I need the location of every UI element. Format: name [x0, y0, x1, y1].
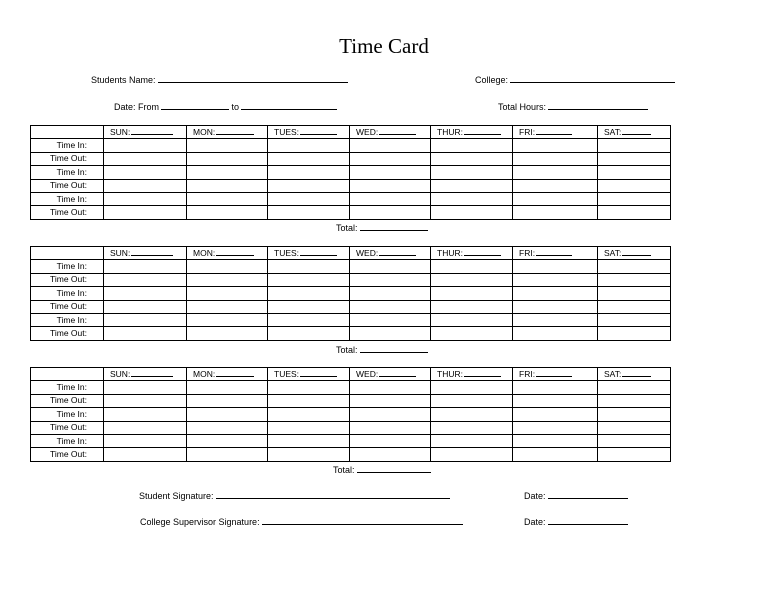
time-entry-cell[interactable]: [513, 273, 598, 286]
row-label: Time In:: [31, 434, 104, 447]
day-date-line[interactable]: [464, 126, 501, 135]
day-label: SAT:: [604, 369, 622, 380]
time-entry-cell[interactable]: [431, 448, 513, 461]
time-entry-cell[interactable]: [431, 273, 513, 286]
day-header[interactable]: [104, 247, 187, 260]
day-label: WED:: [356, 369, 379, 380]
row-label: Time In:: [31, 381, 104, 394]
time-entry-cell[interactable]: [104, 260, 187, 273]
time-entry-cell[interactable]: [187, 166, 268, 179]
time-entry-cell[interactable]: [104, 287, 187, 300]
student-name-field[interactable]: [91, 73, 348, 85]
time-entry-cell[interactable]: [350, 273, 431, 286]
time-entry-cell[interactable]: [187, 408, 268, 421]
time-entry-cell[interactable]: [598, 408, 671, 421]
day-label: TUES:: [274, 369, 300, 380]
day-header[interactable]: [187, 247, 268, 260]
time-entry-cell[interactable]: [431, 287, 513, 300]
time-entry-cell[interactable]: [268, 327, 350, 340]
day-label: SUN:: [110, 248, 131, 259]
date-to-label: to: [231, 102, 240, 112]
table-row: [31, 381, 671, 394]
time-entry-cell[interactable]: [268, 394, 350, 407]
row-label: Time Out:: [31, 206, 104, 219]
day-label: FRI:: [519, 248, 536, 259]
day-header[interactable]: [513, 368, 598, 381]
time-entry-cell[interactable]: [268, 139, 350, 152]
time-entry-cell[interactable]: [187, 394, 268, 407]
week-2-total[interactable]: [336, 343, 428, 355]
date-label: Date:: [524, 491, 546, 501]
table-row: [31, 448, 671, 461]
row-label: Time Out:: [31, 394, 104, 407]
time-entry-cell[interactable]: [350, 152, 431, 165]
time-entry-cell[interactable]: [268, 421, 350, 434]
day-label: THUR:: [437, 369, 463, 380]
time-entry-cell[interactable]: [187, 448, 268, 461]
time-entry-cell[interactable]: [350, 192, 431, 205]
table-row: [31, 192, 671, 205]
time-entry-cell[interactable]: [350, 313, 431, 326]
table-row: [31, 434, 671, 447]
date-line[interactable]: [548, 489, 628, 499]
time-entry-cell[interactable]: [187, 179, 268, 192]
time-entry-cell[interactable]: [513, 139, 598, 152]
table-row: [31, 260, 671, 273]
time-entry-cell[interactable]: [187, 327, 268, 340]
day-label: SAT:: [604, 248, 622, 259]
time-entry-cell[interactable]: [431, 192, 513, 205]
timecard-table-week-2: [30, 246, 671, 341]
time-entry-cell[interactable]: [513, 408, 598, 421]
time-entry-cell[interactable]: [431, 152, 513, 165]
day-date-line[interactable]: [379, 126, 416, 135]
corner-cell: [31, 247, 104, 260]
time-entry-cell[interactable]: [350, 421, 431, 434]
time-entry-cell[interactable]: [187, 192, 268, 205]
time-entry-cell[interactable]: [598, 152, 671, 165]
total-line[interactable]: [357, 463, 431, 473]
day-date-line[interactable]: [216, 368, 254, 377]
day-label: FRI:: [519, 369, 536, 380]
time-entry-cell[interactable]: [513, 421, 598, 434]
row-label: Time In:: [31, 166, 104, 179]
time-entry-cell[interactable]: [513, 394, 598, 407]
time-entry-cell[interactable]: [350, 408, 431, 421]
time-entry-cell[interactable]: [187, 287, 268, 300]
time-entry-cell[interactable]: [513, 192, 598, 205]
day-header[interactable]: [598, 126, 671, 139]
table-row: [31, 152, 671, 165]
time-entry-cell[interactable]: [350, 287, 431, 300]
time-entry-cell[interactable]: [268, 152, 350, 165]
time-entry-cell[interactable]: [187, 206, 268, 219]
time-entry-cell[interactable]: [104, 166, 187, 179]
time-entry-cell[interactable]: [513, 327, 598, 340]
day-header-row: [31, 247, 671, 260]
day-date-line[interactable]: [216, 126, 254, 135]
day-header[interactable]: [268, 126, 350, 139]
time-entry-cell[interactable]: [431, 408, 513, 421]
day-header[interactable]: [268, 247, 350, 260]
corner-cell: [31, 368, 104, 381]
day-date-line[interactable]: [622, 247, 651, 256]
time-entry-cell[interactable]: [598, 327, 671, 340]
row-label: Time Out:: [31, 152, 104, 165]
time-entry-cell[interactable]: [513, 448, 598, 461]
student-name-line[interactable]: [158, 73, 348, 83]
college-field[interactable]: [475, 73, 675, 85]
date-from-label: Date: From: [114, 102, 160, 112]
time-entry-cell[interactable]: [187, 300, 268, 313]
college-label: College:: [475, 75, 509, 85]
day-header[interactable]: [104, 126, 187, 139]
supervisor-signature-field[interactable]: [140, 515, 463, 527]
row-label: Time Out:: [31, 273, 104, 286]
date-from-line[interactable]: [161, 100, 229, 110]
day-header[interactable]: [598, 247, 671, 260]
week-1-total[interactable]: [336, 221, 428, 233]
time-entry-cell[interactable]: [350, 434, 431, 447]
row-label: Time In:: [31, 313, 104, 326]
day-date-line[interactable]: [464, 368, 501, 377]
college-line[interactable]: [510, 73, 675, 83]
time-entry-cell[interactable]: [431, 166, 513, 179]
row-label: Time In:: [31, 408, 104, 421]
time-entry-cell[interactable]: [350, 394, 431, 407]
day-label: WED:: [356, 248, 379, 259]
timecard-table-week-1: [30, 125, 671, 220]
time-entry-cell[interactable]: [268, 313, 350, 326]
day-date-line[interactable]: [622, 126, 651, 135]
time-entry-cell[interactable]: [431, 434, 513, 447]
row-label: Time Out:: [31, 179, 104, 192]
table-row: [31, 300, 671, 313]
time-entry-cell[interactable]: [513, 152, 598, 165]
time-entry-cell[interactable]: [431, 381, 513, 394]
time-entry-cell[interactable]: [268, 448, 350, 461]
table-row: [31, 327, 671, 340]
table-row: [31, 179, 671, 192]
day-label: MON:: [193, 127, 216, 138]
time-entry-cell[interactable]: [104, 327, 187, 340]
date-label: Date:: [524, 517, 546, 527]
day-header[interactable]: [513, 126, 598, 139]
time-entry-cell[interactable]: [350, 260, 431, 273]
time-entry-cell[interactable]: [104, 448, 187, 461]
time-entry-cell[interactable]: [431, 421, 513, 434]
time-entry-cell[interactable]: [268, 166, 350, 179]
day-label: THUR:: [437, 127, 463, 138]
time-entry-cell[interactable]: [598, 300, 671, 313]
time-entry-cell[interactable]: [268, 192, 350, 205]
time-entry-cell[interactable]: [598, 139, 671, 152]
time-entry-cell[interactable]: [187, 139, 268, 152]
day-header[interactable]: [268, 368, 350, 381]
time-entry-cell[interactable]: [187, 313, 268, 326]
time-entry-cell[interactable]: [187, 152, 268, 165]
day-label: SUN:: [110, 127, 131, 138]
day-date-line[interactable]: [131, 126, 173, 135]
time-entry-cell[interactable]: [104, 408, 187, 421]
day-date-line[interactable]: [379, 247, 416, 256]
day-header[interactable]: [350, 247, 431, 260]
day-label: SUN:: [110, 369, 131, 380]
row-label: Time In:: [31, 260, 104, 273]
corner-cell: [31, 126, 104, 139]
day-header[interactable]: [431, 247, 513, 260]
time-entry-cell[interactable]: [431, 313, 513, 326]
time-entry-cell[interactable]: [513, 300, 598, 313]
table-row: [31, 206, 671, 219]
time-entry-cell[interactable]: [268, 381, 350, 394]
supervisor-signature-line[interactable]: [262, 515, 463, 525]
row-label: Time Out:: [31, 421, 104, 434]
day-date-line[interactable]: [536, 126, 572, 135]
time-entry-cell[interactable]: [350, 139, 431, 152]
total-hours-field[interactable]: [498, 100, 648, 112]
day-header[interactable]: [187, 368, 268, 381]
day-header-row: [31, 126, 671, 139]
table-row: [31, 166, 671, 179]
time-entry-cell[interactable]: [513, 313, 598, 326]
time-entry-cell[interactable]: [431, 394, 513, 407]
table-row: [31, 139, 671, 152]
student-name-label: Students Name:: [91, 75, 156, 85]
day-header[interactable]: [187, 126, 268, 139]
total-hours-label: Total Hours:: [498, 102, 547, 112]
day-date-line[interactable]: [622, 368, 651, 377]
day-label: FRI:: [519, 127, 536, 138]
supervisor-signature-label: College Supervisor Signature:: [140, 517, 260, 527]
day-header[interactable]: [104, 368, 187, 381]
time-entry-cell[interactable]: [431, 139, 513, 152]
time-entry-cell[interactable]: [598, 394, 671, 407]
day-date-line[interactable]: [464, 247, 501, 256]
student-signature-label: Student Signature:: [139, 491, 214, 501]
time-entry-cell[interactable]: [598, 166, 671, 179]
time-entry-cell[interactable]: [513, 206, 598, 219]
time-entry-cell[interactable]: [268, 179, 350, 192]
time-entry-cell[interactable]: [104, 139, 187, 152]
time-entry-cell[interactable]: [104, 273, 187, 286]
day-date-line[interactable]: [300, 247, 337, 256]
time-entry-cell[interactable]: [598, 260, 671, 273]
time-entry-cell[interactable]: [104, 179, 187, 192]
student-signature-date-field[interactable]: [524, 489, 628, 501]
time-entry-cell[interactable]: [268, 434, 350, 447]
time-entry-cell[interactable]: [598, 313, 671, 326]
day-header-row: [31, 368, 671, 381]
day-header[interactable]: [350, 126, 431, 139]
time-entry-cell[interactable]: [268, 287, 350, 300]
row-label: Time In:: [31, 192, 104, 205]
time-entry-cell[interactable]: [268, 408, 350, 421]
time-entry-cell[interactable]: [350, 448, 431, 461]
time-entry-cell[interactable]: [104, 206, 187, 219]
day-label: MON:: [193, 248, 216, 259]
time-entry-cell[interactable]: [350, 206, 431, 219]
time-entry-cell[interactable]: [104, 300, 187, 313]
time-entry-cell[interactable]: [598, 273, 671, 286]
day-label: SAT:: [604, 127, 622, 138]
day-date-line[interactable]: [216, 247, 254, 256]
time-entry-cell[interactable]: [598, 381, 671, 394]
time-entry-cell[interactable]: [431, 179, 513, 192]
table-row: [31, 394, 671, 407]
day-header[interactable]: [350, 368, 431, 381]
total-label: Total:: [336, 345, 358, 355]
day-label: TUES:: [274, 127, 300, 138]
day-header[interactable]: [513, 247, 598, 260]
time-entry-cell[interactable]: [104, 381, 187, 394]
time-entry-cell[interactable]: [431, 260, 513, 273]
day-header[interactable]: [431, 126, 513, 139]
time-entry-cell[interactable]: [513, 287, 598, 300]
time-entry-cell[interactable]: [350, 166, 431, 179]
row-label: Time Out:: [31, 448, 104, 461]
table-row: [31, 408, 671, 421]
time-entry-cell[interactable]: [513, 434, 598, 447]
day-label: WED:: [356, 127, 379, 138]
time-entry-cell[interactable]: [104, 394, 187, 407]
day-header[interactable]: [598, 368, 671, 381]
table-row: [31, 313, 671, 326]
day-date-line[interactable]: [300, 126, 337, 135]
row-label: Time In:: [31, 287, 104, 300]
time-entry-cell[interactable]: [598, 434, 671, 447]
time-entry-cell[interactable]: [431, 206, 513, 219]
time-entry-cell[interactable]: [187, 273, 268, 286]
day-label: THUR:: [437, 248, 463, 259]
time-entry-cell[interactable]: [513, 381, 598, 394]
time-entry-cell[interactable]: [268, 206, 350, 219]
time-entry-cell[interactable]: [598, 287, 671, 300]
time-entry-cell[interactable]: [268, 300, 350, 313]
time-entry-cell[interactable]: [350, 179, 431, 192]
total-line[interactable]: [360, 221, 428, 231]
time-entry-cell[interactable]: [187, 421, 268, 434]
time-entry-cell[interactable]: [187, 434, 268, 447]
total-label: Total:: [333, 465, 355, 475]
time-entry-cell[interactable]: [598, 206, 671, 219]
student-signature-field[interactable]: [139, 489, 450, 501]
row-label: Time Out:: [31, 327, 104, 340]
row-label: Time Out:: [31, 300, 104, 313]
total-hours-line[interactable]: [548, 100, 648, 110]
table-row: [31, 421, 671, 434]
time-entry-cell[interactable]: [104, 313, 187, 326]
date-range-field[interactable]: [114, 100, 337, 112]
time-entry-cell[interactable]: [513, 179, 598, 192]
student-signature-line[interactable]: [216, 489, 450, 499]
day-header[interactable]: [431, 368, 513, 381]
time-entry-cell[interactable]: [268, 273, 350, 286]
page-title: Time Card: [339, 34, 429, 58]
day-date-line[interactable]: [536, 368, 572, 377]
day-date-line[interactable]: [379, 368, 416, 377]
day-date-line[interactable]: [131, 368, 173, 377]
date-to-line[interactable]: [241, 100, 337, 110]
time-entry-cell[interactable]: [104, 192, 187, 205]
date-line[interactable]: [548, 515, 628, 525]
total-label: Total:: [336, 223, 358, 233]
time-entry-cell[interactable]: [104, 434, 187, 447]
time-entry-cell[interactable]: [598, 448, 671, 461]
time-entry-cell[interactable]: [350, 300, 431, 313]
day-label: TUES:: [274, 248, 300, 259]
day-date-line[interactable]: [131, 247, 173, 256]
day-date-line[interactable]: [300, 368, 337, 377]
table-row: [31, 287, 671, 300]
time-entry-cell[interactable]: [104, 152, 187, 165]
row-label: Time In:: [31, 139, 104, 152]
supervisor-signature-date-field[interactable]: [524, 515, 628, 527]
week-3-total[interactable]: [333, 463, 431, 475]
time-entry-cell[interactable]: [104, 421, 187, 434]
timecard-table-week-3: [30, 367, 671, 462]
time-entry-cell[interactable]: [268, 260, 350, 273]
time-entry-cell[interactable]: [350, 381, 431, 394]
time-entry-cell[interactable]: [187, 381, 268, 394]
time-entry-cell[interactable]: [598, 421, 671, 434]
time-entry-cell[interactable]: [598, 179, 671, 192]
time-entry-cell[interactable]: [513, 166, 598, 179]
table-row: [31, 273, 671, 286]
time-entry-cell[interactable]: [598, 192, 671, 205]
time-entry-cell[interactable]: [431, 327, 513, 340]
day-date-line[interactable]: [536, 247, 572, 256]
time-entry-cell[interactable]: [431, 300, 513, 313]
total-line[interactable]: [360, 343, 428, 353]
time-entry-cell[interactable]: [350, 327, 431, 340]
time-entry-cell[interactable]: [187, 260, 268, 273]
time-entry-cell[interactable]: [513, 260, 598, 273]
day-label: MON:: [193, 369, 216, 380]
